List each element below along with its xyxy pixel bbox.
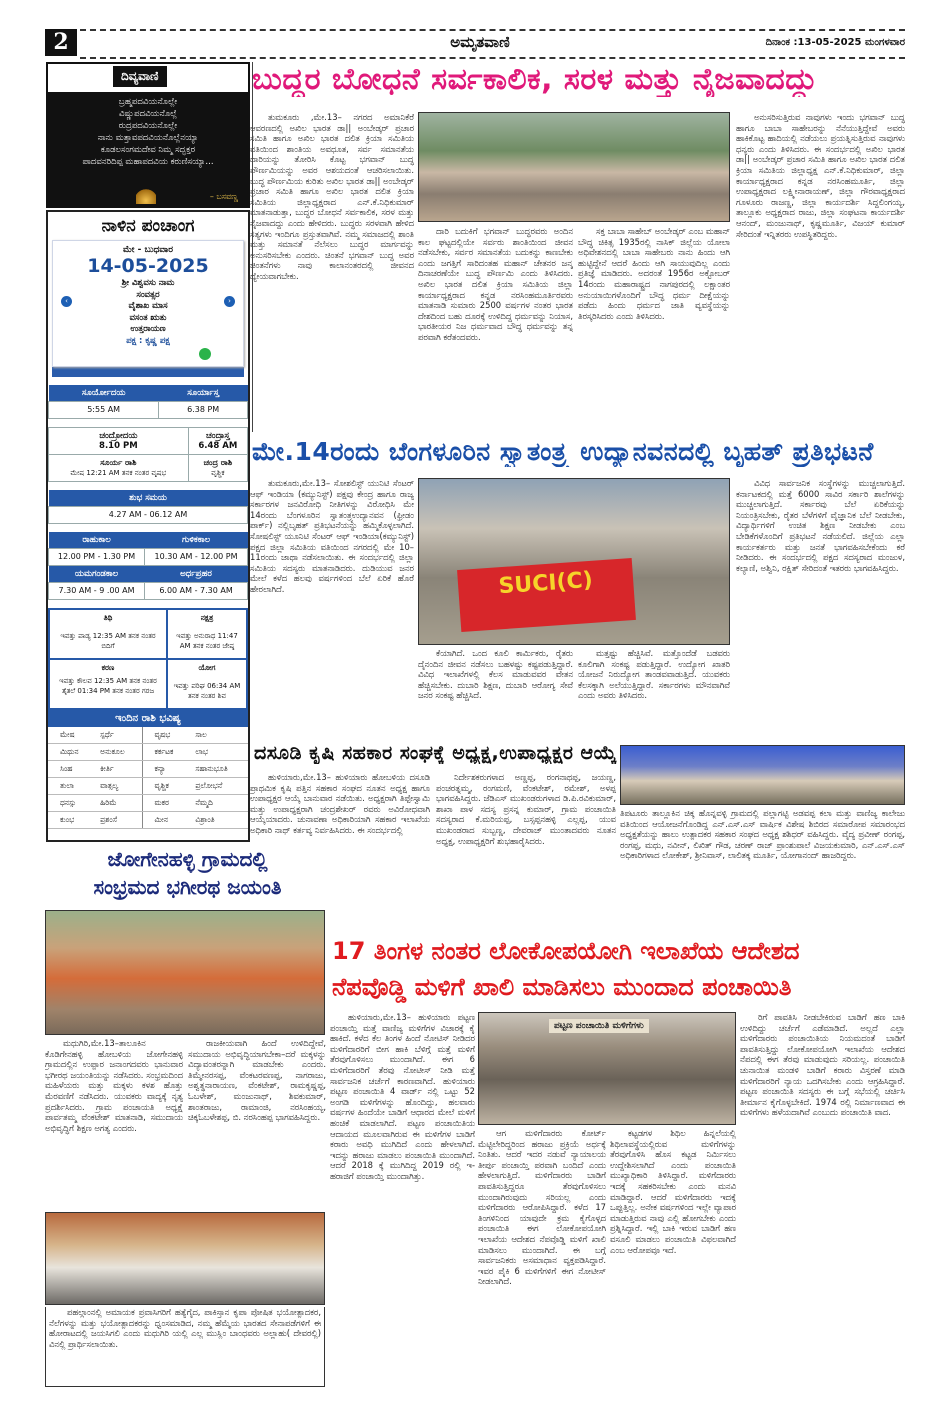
article2-col3: ಮತ್ತಷ್ಟು ಹೆಚ್ಚಿಸಿವೆ. ಮತ್ತೊಂದೆಡೆ ಬಡವರು ಕೂಲಿಗಾಗಿ ಸಂಕಷ್ಟ ಪಡುತ್ತಿದ್ದಾರೆ. ಉದ್ಯೋಗ ಖಾತರಿ ಯೋಜನೆ ನಿರುದ್ಯೋಗ ತಾಂಡವವಾಡುತ್ತಿದೆ. ಯುವಕರು ಕೆಲಸಕ್ಕಾಗಿ ಅಲೆಯುತ್ತಿದ್ದಾರೆ. ಸರ್ಕಾರಗಳು ಮೌನವಾಗಿವೆ ಎಂದು ಅವರು ತಿಳಿಸಿದರು. bbox=[578, 648, 730, 701]
article3-col1: ಹುಳಿಯಾರು,ಮೇ.13– ಹುಳಿಯಾರು ಹೋಬಳಿಯ ದಸೂಡಿ ಪ್ರಾಥಮಿಕ ಕೃಷಿ ಪತ್ತಿನ ಸಹಕಾರ ಸಂಘದ ನೂತನ ಅಧ್ಯಕ್ಷ ಹಾಗೂ ಉಪಾಧ್ಯಕ್ಷರ ಆಯ್ಕೆ ಬಾನುವಾರ ನಡೆಯಿತು. ಅಧ್ಯಕ್ಷರಾಗಿ ತಿಪ್ಪೇಸ್ವಾಮಿ ಮತ್ತು ಉಪಾಧ್ಯಕ್ಷರಾಗಿ ಚಂದ್ರಶೇಖರ್ ರವರು ಅವಿರೋಧವಾಗಿ ಆಯ್ಕೆಯಾದರು. ಚುನಾವಣಾ ಅಧಿಕಾರಿಯಾಗಿ ಸಹಕಾರ ಇಲಾಖೆಯ ಅಧಿಕಾರಿ ನಾಥ್ ಕರ್ತವ್ಯ ನಿರ್ವಹಿಸಿದರು. ಈ ಸಂದರ್ಭದಲ್ಲಿ bbox=[250, 772, 430, 835]
samvatsara-line: ಸಂವತ್ಸರ bbox=[136, 288, 160, 299]
rahu-label: ರಾಹುಕಾಲ bbox=[49, 532, 145, 549]
article1-col4: ಅನುಸರಿಸುತ್ತಿರುವ ನಾವುಗಳು ಇಂದು ಭಗವಾನ್ ಬುದ್ಧ ಹಾಗೂ ಬಾಬಾ ಸಾಹೇಬರನ್ನು ನೆನೆಯುತ್ತಿದ್ದೇವೆ ಅವರು ಹಾಕಿಕೊಟ್ಟ ಹಾದಿಯಲ್ಲಿ ನಡೆಯಲು ಪ್ರಯತ್ನಿಸುತ್ತಿರುವ ನಾವುಗಳು ಧನ್ಯರು ಎಂದು ತಿಳಿಸಿದರು. ಈ ಸಂದರ್ಭದಲ್ಲಿ ಅಖಿಲ ಭಾರತ ಡಾ|| ಅಂಬೇಡ್ಕರ್ ಪ್ರಚಾರ ಸಮಿತಿ ಹಾಗೂ ಅಖಿಲ ಭಾರತ ದಲಿತ ಕ್ರಿಯಾ ಸಮಿತಿಯ ಜಿಲ್ಲಾಧ್ಯಕ್ಷ ಎನ್.ಕೆ.ನಿಧಿಕುಮಾರ್, ಜಿಲ್ಲಾ ಕಾರ್ಯಾಧ್ಯಕ್ಷರಾದ ಕನ್ನಡ ನರಸಿಂಹಮೂರ್ತಿ, ಜಿಲ್ಲಾ ಉಪಾಧ್ಯಕ್ಷರಾದ ಲಕ್ಷ್ಮೀನಾರಾಯಣ್, ಜಿಲ್ಲಾ ಗೌರವಾಧ್ಯಕ್ಷರಾದ ಗೂಳೂರು ರಾಜಣ್ಣ, ಜಿಲ್ಲಾ ಕಾರ್ಯದರ್ಶಿ ಸಿದ್ದಲಿಂಗಯ್ಯ, ತಾಲ್ಲೂಕು ಅಧ್ಯಕ್ಷರಾದ ರಾಜು, ಜಿಲ್ಲಾ ಸಂಘಟನಾ ಕಾರ್ಯದರ್ಶಿ ಆನಂದ್, ಮಂಜುನಾಥ್, ಕೃಷ್ಣಮೂರ್ತಿ, ವಿಜಯ್ ಕುಮಾರ್ ಸೇರಿದಂತೆ ಇನ್ನಿತರರು ಉಪಸ್ಥಿತರಿದ್ದರು. bbox=[736, 112, 905, 239]
sunrise-value: 5:55 AM bbox=[49, 402, 159, 419]
yoga-label: ಯೋಗ bbox=[198, 663, 216, 672]
karana-value: ಇವತ್ತು ಕೌಲವ 12:35 AM ತನಕ ನಂತರ ತೈತಲೆ 01:34 PM ತನಕ ನಂತರ ಗರಜ bbox=[59, 677, 157, 695]
rashi-sign: ಸಿಂಹ bbox=[48, 761, 96, 778]
article3-headline: ದಸೂಡಿ ಕೃಷಿ ಸಹಕಾರ ಸಂಘಕ್ಕೆ ಅಧ್ಯಕ್ಷ,ಉಪಾಧ್ಯಕ್ಷರ ಆಯ್ಕೆ bbox=[254, 742, 618, 764]
divyavani-author: – ಬಸವಣ್ಣ bbox=[209, 192, 238, 201]
sunset-value: 6.38 PM bbox=[159, 402, 248, 419]
yama-value: 7.30 AM - 9 .00 AM bbox=[49, 583, 145, 600]
rashi-sign: ಮೀನ bbox=[142, 812, 191, 829]
panchang-box bbox=[46, 210, 250, 842]
shubha-label: ಶುಭ ಸಮಯ bbox=[49, 490, 248, 507]
prayer-photo bbox=[45, 1212, 325, 1305]
rashi-row bbox=[48, 727, 248, 744]
karana-label: ಕರಣ bbox=[101, 663, 115, 672]
article2-col4: ವಿವಿಧ ಸಾರ್ವಜನಿಕ ಸಂಸ್ಥೆಗಳನ್ನು ಮುಚ್ಚಲಾಗುತ್ತಿದೆ. ಕರ್ನಾಟಕದಲ್ಲಿ ಮತ್ತೆ 6000 ಸಾವಿರ ಸರ್ಕಾರಿ ಶಾಲೆಗಳನ್ನು ಮುಚ್ಚಲಾಗುತ್ತಿದೆ. ಸರ್ಕಾರವು ಬೆಲೆ ಏರಿಕೆಯನ್ನು ನಿಯಂತ್ರಿಸಬೇಕು, ರೈತರ ಬೆಳೆಗಳಿಗೆ ವೈಜ್ಞಾನಿಕ ಬೆಲೆ ನೀಡಬೇಕು, ವಿದ್ಯಾರ್ಥಿಗಳಿಗೆ ಉಚಿತ ಶಿಕ್ಷಣ ನೀಡಬೇಕು ಎಂಬ ಬೇಡಿಕೆಗಳೊಂದಿಗೆ ಪ್ರತಿಭಟನೆ ನಡೆಯಲಿದೆ. ಜಿಲ್ಲೆಯ ಎಲ್ಲಾ ಕಾರ್ಯಕರ್ತರು ಮತ್ತು ಜನತೆ ಭಾಗವಹಿಸಬೇಕೆಂದು ಕರೆ ನೀಡಿದರು. ಈ ಸಂದರ್ಭದಲ್ಲಿ ಪಕ್ಷದ ಸದಸ್ಯರಾದ ಮಂಜುಳ, ಕಲ್ಯಾಣಿ, ಅಶ್ವಿನಿ, ರಕ್ಷಿತ್ ಸೇರಿದಂತೆ ಇತರರು ಭಾಗವಹಿಸಿದ್ದರು. bbox=[736, 478, 905, 573]
rashi-prediction: ಪ್ರಲೋಭನೆ bbox=[191, 778, 248, 795]
next-arrow-icon[interactable]: › bbox=[224, 296, 235, 307]
article4-col3: ಕಟ್ಟಡಗಳ ಶಿಥಿಲ ಹಿನ್ನಲೆಯಲ್ಲಿ ಶಿಥಿಲಾವಸ್ಥೆಯಲ್ಲಿರುವ ಮಳಿಗೆಗಳನ್ನು ತೆರವುಗೊಳಿಸಿ ಹೊಸ ಕಟ್ಟಡ ನಿರ್ಮಿಸಲು ಉದ್ದೇಶಿಸಲಾಗಿದೆ ಎಂದು ಪಂಚಾಯಿತಿ ಮುಖ್ಯಾಧಿಕಾರಿ ತಿಳಿಸಿದ್ದಾರೆ. ಮಳಿಗೆದಾರರು ಇದಕ್ಕೆ ಸಹಕರಿಸಬೇಕು ಎಂದು ಮನವಿ ಮಾಡಿದ್ದಾರೆ. ಆದರೆ ಮಳಿಗೆದಾರರು ಇದಕ್ಕೆ ಒಪ್ಪುತ್ತಿಲ್ಲ. ಅನೇಕ ವರ್ಷಗಳಿಂದ ಇಲ್ಲೇ ವ್ಯಾಪಾರ ಮಾಡುತ್ತಿರುವ ನಾವು ಎಲ್ಲಿ ಹೋಗಬೇಕು ಎಂದು ಪ್ರಶ್ನಿಸಿದ್ದಾರೆ. ಇಲ್ಲಿ ಬಾಕಿ ಇರುವ ಬಾಡಿಗೆ ಹಣ ವಸೂಲಿ ಮಾಡಲು ಪಂಚಾಯಿತಿ ವಿಫಲವಾಗಿದೆ ಎಂಬ ಆರೋಪವೂ ಇದೆ. bbox=[610, 1128, 736, 1255]
rashi-prediction: ಹಿರಿಮೆ bbox=[96, 795, 142, 812]
moonrise-label: ಚಂದ್ರೋದಯ bbox=[99, 431, 138, 441]
issue-date: ದಿನಾಂಕ :13-05-2025 ಮಂಗಳವಾರ bbox=[765, 37, 905, 48]
rashi-sign: ಮಕರ bbox=[142, 795, 191, 812]
article4-col1: ಹುಳಿಯಾರು,ಮೇ.13– ಹುಳಿಯಾರು ಪಟ್ಟಣ ಪಂಚಾಯ್ತಿ ಮತ್ತೆ ವಾಣಿಜ್ಯ ಮಳಿಗೆಗಳ ವಿಚಾರಕ್ಕೆ ಕೈ ಹಾಕಿದೆ. ಕಳೆದ ಕೆಲ ತಿಂಗಳ ಹಿಂದೆ ನೋಟಿಸ್ ನೀಡಿದರ ಮಳಿಗೆದಾರರಿಗೆ ಬೀಗ ಹಾಕಿ ಬೆಳಿಗ್ಗೆ ಮತ್ತೆ ಮಳಿಗೆ ತೆರವುಗೊಳಿಸಲು ಮುಂದಾಗಿದೆ. ಈಗ 6 ಮಳಿಗೆದಾರರಿಗೆ ತೆರವು ನೋಟೀಸ್ ನೀಡಿ ಮತ್ತೆ ಸಾರ್ವಜನಿಕ ಚರ್ಚೆಗೆ ಕಾರಣವಾಗಿದೆ. ಹುಳಿಯಾರು ಪಟ್ಟಣ ಪಂಚಾಯಿತಿ 4 ವಾರ್ಡ್ ನಲ್ಲಿ ಒಟ್ಟು 52 ಅಂಗಡಿ ಮಳಿಗೆಗಳನ್ನು ಹೊಂದಿದ್ದು, ಹಲವಾರು ವರ್ಷಗಳ ಹಿಂದೆಯೇ ಬಾಡಿಗೆ ಆಧಾರದ ಮೇಲೆ ಮಳಿಗೆ ಹಂಚಿಕೆ ಮಾಡಲಾಗಿದೆ. ಪಟ್ಟಣ ಪಂಚಾಯಿತಿಯ ಆದಾಯದ ಮೂಲವಾಗಿರುವ ಈ ಮಳಿಗೆಗಳ ಬಾಡಿಗೆ ಕರಾರು ಅವಧಿ ಮುಗಿದಿದೆ ಎಂದು ಹೇಳಲಾಗಿದೆ. ಇದನ್ನು ಹರಾಜು ಮಾಡಲು ಪಂಚಾಯಿತಿ ಮುಂದಾಗಿದೆ. ಆದರೆ 2018 ಕ್ಕೆ ಮುಗಿದಿದ್ದ 2019 ರಲ್ಲಿ ಇ-ಹರಾಜಿಗೆ ಪಂಚಾಯ್ತಿ ಮುಂದಾಗಿತ್ತು. bbox=[330, 1012, 475, 1181]
ardha-label: ಅರ್ಧಪ್ರಹರ bbox=[145, 566, 248, 583]
article3-event-photo bbox=[620, 745, 905, 805]
header-rule-bottom bbox=[80, 57, 905, 59]
prev-arrow-icon[interactable]: ‹ bbox=[61, 296, 72, 307]
rashi-table bbox=[48, 710, 248, 829]
ritu-line: ವಸಂತ ಋತು bbox=[129, 311, 167, 322]
kala-table bbox=[48, 532, 248, 600]
moonset-value: 6.48 AM bbox=[198, 441, 238, 451]
rashi-row bbox=[48, 744, 248, 761]
article4-headline bbox=[332, 933, 907, 1005]
divyavani-verse bbox=[48, 92, 248, 168]
tithi-value: ಇವತ್ತು ಪಾಡ್ಯ 12:35 AM ತನಕ ನಂತರ ಬಿದಿಗೆ bbox=[60, 632, 156, 650]
rashi-sign: ಮಿಥುನ bbox=[48, 744, 96, 761]
divyavani-title: ದಿವ್ಯವಾಣಿ bbox=[113, 66, 167, 87]
headline-line: 17 ತಿಂಗಳ ನಂತರ ಲೋಕೋಪಯೋಗಿ ಇಲಾಖೆಯ ಆದೇಶದ bbox=[332, 937, 800, 965]
lamp-icon bbox=[136, 188, 156, 204]
shop-sign: ಪಟ್ಟಣ ಪಂಚಾಯಿತಿ ಮಳಿಗೆಗಳು bbox=[549, 1019, 649, 1033]
paksha-line: ಪಕ್ಷ : ಕೃಷ್ಣ ಪಕ್ಷ bbox=[126, 334, 170, 345]
surya-rashi-value: ಮೇಷ 12:21 AM ತನಕ ನಂತರ ವೃಷಭ bbox=[70, 469, 167, 477]
article3-col2: ನಿರ್ದೇಶಕರುಗಳಾದ ಅಣ್ಣಪ್ಪ, ರಂಗನಾಥಪ್ಪ, ಜಯಣ್ಣ, ಪಂಚರತ್ನಮ್ಮ, ರಂಗಮಣಿ, ವೆಂಕಟೇಶ್, ರಮೇಶ್, ಅಳಪ್ಪ ಭಾಗವಹಿಸಿದ್ದರು. ಜೆಡಿಎಸ್ ಮುಖಂಡರುಗಳಾದ ಡಿ.ಪಿ.ರವಿಕುಮಾರ್, ಶಾಖಾ ಪಾಳ ಸದಸ್ಯ ಪ್ರಸನ್ನ ಕುಮಾರ್, ಗ್ರಾಮ ಪಂಚಾಯಿತಿ ಸದಸ್ಯರಾದ ಕೆ.ಮರಿಯಪ್ಪ, ಬಸ್ಸಪ್ಪನಹಳ್ಳಿ ಎಲ್ಲಪ್ಪ, ಯುವ ಮುಖಂಡರಾದ ಸುಬ್ಬಣ್ಣ, ದೇವರಾಜ್ ಮುಂತಾದವರು ನೂತನ ಅಧ್ಯಕ್ಷ, ಉಪಾಧ್ಯಕ್ಷರಿಗೆ ಶುಭಹಾರೈಸಿದರು. bbox=[436, 772, 616, 846]
rashi-prediction: ನೆಮ್ಮದಿ bbox=[191, 795, 248, 812]
panchang-date: 14-05-2025 bbox=[87, 255, 209, 277]
tithi-label: ತಿಥಿ bbox=[103, 613, 113, 622]
verse-line: ವಿಷ್ಣುಪದವಿಯನೊಲ್ಲೆ bbox=[118, 109, 178, 119]
shubha-value: 4.27 AM - 06.12 AM bbox=[49, 507, 248, 524]
chandra-rashi-cell bbox=[188, 455, 247, 482]
rashi-sign: ತುಲಾ bbox=[48, 778, 96, 795]
article1-col3: ಸಕ್ತ ಬಾಬಾ ಸಾಹೇಬ್ ಅಂಬೇಡ್ಕರ್ ಎಂಬ ಮಹಾನ್ ಬೌದ್ಧ ಚಿಕಿತ್ಸ 1935ರಲ್ಲಿ ನಾಸಿಕ್ ಜಿಲ್ಲೆಯ ಯೋಲಾ ಅಧಿವೇಶನದಲ್ಲಿ ಬಾಬಾ ಸಾಹೇಬರು ನಾನು ಹಿಂದು ಆಗಿ ಹುಟ್ಟಿದ್ದೇನೆ ಆದರೆ ಹಿಂದು ಆಗಿ ಸಾಯುವುದಿಲ್ಲ ಎಂದು ಪ್ರತಿಜ್ಞೆ ಮಾಡಿದರು. ಅದರಂತೆ 1956ರ ಅಕ್ಟೋಬರ್ 14ರಂದು ಮಹಾರಾಷ್ಟ್ರದ ನಾಗಪುರದಲ್ಲಿ ಲಕ್ಷಾಂತರ ಅನುಯಾಯಿಗಳೊಂದಿಗೆ ಬೌದ್ಧ ಧರ್ಮ ದೀಕ್ಷೆಯನ್ನು ಪಡೆದು ಹಿಂದು ಧರ್ಮದ ಜಾತಿ ವ್ಯವಸ್ಥೆಯನ್ನು ತಿರಸ್ಕರಿಸಿದರು ಎಂದು ತಿಳಿಸಿದರು. bbox=[578, 226, 730, 321]
masa-line: ವೈಶಾಖ ಮಾಸ bbox=[128, 300, 168, 310]
moonset-cell bbox=[188, 428, 247, 455]
article2-col1: ತುಮಕೂರು,ಮೇ.13– ಸೋಶಲಿಸ್ಟ್ ಯುನಿಟಿ ಸೆಂಟರ್ ಆಫ್ ಇಂಡಿಯಾ (ಕಮ್ಯುನಿಸ್ಟ್) ಪಕ್ಷವು ಕೇಂದ್ರ ಹಾಗೂ ರಾಜ್ಯ ಸರ್ಕಾರಗಳ ಜನವಿರೋಧಿ ನೀತಿಗಳನ್ನು ವಿರೋಧಿಸಿ ಮೇ 14ರಂದು ಬೆಂಗಳೂರಿನ ಸ್ವಾತಂತ್ರ್ಯಉದ್ಯಾನವನ (ಫ್ರೀಡಂ ಪಾರ್ಕ್) ನಲ್ಲಿಬೃಹತ್ ಪ್ರತಿಭಟನೆಯನ್ನು ಹಮ್ಮಿಕೊಳ್ಳಲಾಗಿದೆ. ಸೋಷಲಿಸ್ಟ್ ಯೂನಿಟಿ ಸೆಂಟರ್ ಆಫ್ ಇಂಡಿಯಾ(ಕಮ್ಯುನಿಸ್ಟ್) ಪಕ್ಷದ ಜಿಲ್ಲಾ ಸಮಿತಿಯ ವತಿಯಿಂದ ನಗರದಲ್ಲಿ ಮೇ 10–11ರಂದು ಜಾಥಾ ನಡೆಸಲಾಯಿತು. ಈ ಸಂದರ್ಭದಲ್ಲಿ ಜಿಲ್ಲಾ ಸಮಿತಿಯ ಸದಸ್ಯರು ಮಾತನಾಡಿದರು. ದುಡಿಯುವ ಜನರ ಮೇಲೆ ಕಳೆದ ಹಲವು ವರ್ಷಗಳಿಂದ ಬೆಲೆ ಏರಿಕೆ ಹೊರೆ ಹೇರಲಾಗಿದೆ. bbox=[250, 478, 414, 594]
rashi-prediction: ಸಾಲ bbox=[191, 727, 248, 744]
nakshatra-label: ನಕ್ಷತ್ರ bbox=[200, 613, 214, 622]
surya-rashi-cell bbox=[49, 455, 189, 482]
panchang-day: ಮೇ - ಬುಧವಾರ bbox=[123, 245, 173, 255]
whatsapp-icon[interactable] bbox=[199, 348, 211, 360]
verse-line: ಬ್ರಹ್ಮಪದವಿಯನೊಲ್ಲೇ bbox=[118, 97, 178, 107]
rashi-row bbox=[48, 812, 248, 829]
prayer-photo-caption: ಪಹಲ್ಗಾಂನಲ್ಲಿ ಅಮಾಯಕ ಪ್ರವಾಸಿಗರಿಗೆ ಹತ್ಯೆಗೈದ, ಪಾಕಿಸ್ತಾನ ಕೃಪಾ ಪೋಷಿತ ಭಯೋತ್ಪಾದಕರ, ನೆಲೆಗಳನ್ನು ಮತ್ತು ಭಯೋತ್ಪಾದಕರನ್ನು ಧ್ವಂಸಮಾಡಿದ, ನಮ್ಮ ಹೆಮ್ಮೆಯ ಭಾರತದ ಸೇನಾಪಡೆಗಳಿಗೆ ಈ ಹೋರಾಟದಲ್ಲಿ ಜಯಸಿಗಲಿ ಎಂದು ಮಧುಗಿರಿ ಯಲ್ಲಿ ಎಲ್ಲ ಮುಸ್ಲಿಂ ಬಾಂಧವರು ಅಲ್ಲಾಹು( ದೇವರಲ್ಲಿ) ವಿನಲ್ಲಿ ಪ್ರಾರ್ಥಿಸಲಾಯಿತು. bbox=[45, 1307, 325, 1387]
rashi-sign: ಧನಸ್ಸು bbox=[48, 795, 96, 812]
rashi-prediction: ಕೀರ್ತಿ bbox=[96, 761, 142, 778]
divyavani-box bbox=[46, 62, 250, 208]
chandra-rashi-label: ಚಂದ್ರ ರಾಶಿ bbox=[203, 458, 233, 467]
rashi-row bbox=[48, 761, 248, 778]
rashi-prediction: ಪ್ರಶಂಸೆ bbox=[96, 812, 142, 829]
moonset-label: ಚಂದ್ರಾಸ್ತ bbox=[206, 431, 230, 441]
header-rule-top bbox=[80, 29, 905, 31]
nakshatra-value: ಇವತ್ತು ಅನುರಾಧ 11:47 AM ತನಕ ನಂತರ ಜೇಷ್ಠ bbox=[176, 632, 238, 650]
samvatsara-line: ಶ್ರೀ ವಿಶ್ವವಸು ನಾಮ bbox=[121, 277, 175, 287]
moonrise-cell bbox=[49, 428, 189, 455]
rashi-row bbox=[48, 778, 248, 795]
panchang-title: ನಾಳಿನ ಪಂಚಾಂಗ bbox=[101, 216, 195, 236]
tithi-grid bbox=[48, 608, 248, 710]
karana-cell bbox=[49, 659, 167, 709]
rashi-sign: ವೃಶ್ಚಿಕ bbox=[142, 778, 191, 795]
article1-col2: ದಾರಿ ಬದುಕಿಗೆ ಭಗವಾನ್ ಬುದ್ಧರವರು ಅಂದಿನ ಕಾಲ ಘಟ್ಟದಲ್ಲಿಯೇ ಸರ್ವರು ಶಾಂತಿಯಿಂದ ಜೀವನ ನಡೆಸಬೇಕು, ಸರ್ವರ ಸಮಾನತೆಯ ಬದುಕನ್ನು ಕಾಣಬೇಕು ಎಂದು ಜಗತ್ತಿಗೆ ಸಾರಿದಂತಹ ಮಹಾನ್ ಚೇತನರ ಜನ್ಮ ದಿನಾಚರಣೆಯೇ ಬುದ್ಧ ಪೌರ್ಣಮಿ ಎಂದು ತಿಳಿಸಿದರು. ಅಖಿಲ ಭಾರತ ದಲಿತ ಕ್ರಿಯಾ ಸಮಿತಿಯ ಜಿಲ್ಲಾ ಕಾರ್ಯಾಧ್ಯಕ್ಷರಾದ ಕನ್ನಡ ನರಸಿಂಹಮೂರ್ತಿರವರು ಮಾತನಾಡಿ ಸುಮಾರು 2500 ವರ್ಷಗಳ ನಂತರ ಭಾರತ ದೇಶದಿಂದ ಬಹು ದೂರಕ್ಕೆ ಉಳಿದಿದ್ದ ಧರ್ಮವನ್ನು ನಿಯಾಸ, ಭಾರತೀಯರ ನಿಜ ಧರ್ಮವಾದ ಬೌದ್ಧ ಧರ್ಮವನ್ನು ತನ್ನ ಪರವಾಗಿ ಕರೆತಂದವರು. bbox=[418, 226, 573, 342]
headline-line: ಸಂಭ್ರಮದ ಭಗೀರಥ ಜಯಂತಿ bbox=[93, 875, 282, 899]
article2-col2: ಕೆಯಾಗಿದೆ. ಒಂದ ಕೂಲಿ ಕಾರ್ಮಿಕರು, ರೈತರು ದೈನಂದಿನ ಜೀವನ ನಡೆಸಲು ಬಹಳಷ್ಟು ಕಷ್ಟಪಡುತ್ತಿದ್ದಾರೆ. ವಿವಿಧ ಇಲಾಖೆಗಳಲ್ಲಿ ಕೆಲಸ ಮಾಡುವವರ ವೇತನ ಹೆಚ್ಚಿಸಬೇಕು. ದುಬಾರಿ ಶಿಕ್ಷಣ, ದುಬಾರಿ ಆರೋಗ್ಯ ಸೇವೆ ಜನರ ಸಂಕಷ್ಟ ಹೆಚ್ಚಿಸಿದೆ. bbox=[418, 648, 573, 701]
article1-col1: ತುಮಕೂರು ,ಮೇ.13– ನಗರದ ಅಮಾನಿಕೆರೆ ಆವರಣದಲ್ಲಿ ಅಖಿಲ ಭಾರತ ಡಾ|| ಅಂಬೇಡ್ಕರ್ ಪ್ರಚಾರ ಸಮಿತಿ ಹಾಗೂ ಅಖಿಲ ಭಾರತ ದಲಿತ ಕ್ರಿಯಾ ಸಮಿತಿಯ ವತಿಯಿಂದ ಶಾಂತಿಯ ಅವಧೂತ, ಸರ್ವ ಸಮಾನತೆಯ ದಾರಿಯನ್ನು ತೋರಿಸಿ ಕೊಟ್ಟ ಭಗವಾನ್ ಬುದ್ಧ ಪೌರ್ಣಮಿಯನ್ನು ಅವರ ಆಶಯದಂತೆ ಆಚರಿಸಲಾಯಿತು. ಬುದ್ಧ ಪೌರ್ಣಮಿಯ ಕುರಿತು ಅಖಿಲ ಭಾರತ ಡಾ|| ಅಂಬೇಡ್ಕರ್ ಪ್ರಚಾರ ಸಮಿತಿ ಹಾಗೂ ಅಖಿಲ ಭಾರತ ದಲಿತ ಕ್ರಿಯಾ ಸಮಿತಿಯ ಜಿಲ್ಲಾಧ್ಯಕ್ಷರಾದ ಎನ್.ಕೆ.ನಿಧಿಕುಮಾರ್ ಮಾತನಾಡುತ್ತಾ, ಬುದ್ಧರ ಬೋಧನೆ ಸರ್ವಕಾಲಿಕ, ಸರಳ ಮತ್ತು ನೈಜವಾದದ್ದು ಎಂದು ಹೇಳಿದರು. ಬುದ್ಧರು ಸರಳವಾಗಿ ಹೇಳಿದ ಸತ್ಯಗಳು ಇಂದಿಗೂ ಪ್ರಸ್ತುತವಾಗಿವೆ. ನಮ್ಮ ಸಮಾಜದಲ್ಲಿ ಶಾಂತಿ ಮತ್ತು ಸಮಾನತೆ ನೆಲೆಸಲು ಬುದ್ಧರ ಮಾರ್ಗವನ್ನು ಅನುಸರಿಸಬೇಕು ಎಂದರು. ಚಿಂತನೆ ಭಗವಾನ್ ಬುದ್ಧ ಅವರ ಚಿಂತನೆಗಳು ನಾವು ಕಾಲಾನಂತರದಲ್ಲಿ ಜೀವನದ ಧ್ಯೇಯವಾಗಬೇಕು. bbox=[250, 112, 414, 281]
article2-protest-photo bbox=[418, 478, 730, 645]
rashi-prediction: ಸ್ಪರ್ಧೆ bbox=[96, 727, 142, 744]
surya-rashi-label: ಸೂರ್ಯ ರಾಶಿ bbox=[100, 458, 137, 467]
verse-line: ಕೂಡಲಸಂಗಮದೇವ ನಿಮ್ಮ ಸದ್ಭಕ್ತರ bbox=[100, 145, 196, 155]
rashi-prediction: ಸಹಾನುಭೂತಿ bbox=[191, 761, 248, 778]
moonrise-value: 8.10 PM bbox=[99, 441, 138, 451]
jogenahalli-col1: ಮಧುಗಿರಿ,ಮೇ.13–ತಾಲೂಕಿನ ಕೊಡಿಗೇನಹಳ್ಳಿ ಹೋಬಳಿಯ ಜೋಗೇನಹಳ್ಳಿ ಗ್ರಾಮದಲ್ಲಿನ ಉಪ್ಪಾರ ಜನಾಂಗದವರು ಭಾನುವಾರ ಭಗೀರಥ ಜಯಂತಿಯನ್ನು ನಡೆಸಿದರು. ಸಂಭ್ರಮದಿಂದ ಮಹಿಳೆಯರು ಮತ್ತು ಮಕ್ಕಳು ಕಳಶ ಹೊತ್ತು ಮೆರವಣಿಗೆ ನಡೆಸಿದರು. ಯುವಕರು ವಾದ್ಯಕ್ಕೆ ನೃತ್ಯ ಪ್ರದರ್ಶಿಸಿದರು. ಗ್ರಾಮ ಪಂಚಾಯತಿ ಅಧ್ಯಕ್ಷೆ ಪಾರ್ವತಮ್ಮ ವೆಂಕಟೇಶ್ ಮಾತನಾಡಿ, ಸಮುದಾಯ ಅಭಿವೃದ್ಧಿಗೆ ಶಿಕ್ಷಣ ಅಗತ್ಯ ಎಂದರು. bbox=[45, 1038, 183, 1133]
column-rule bbox=[252, 62, 253, 432]
verse-line: ಪಾದವನರಿದಿಪ್ಪ ಮಹಾಪದವಿಯ ಕರುಣಿಸಯ್ಯಾ... bbox=[82, 157, 214, 167]
yama-label: ಯಮಗಂಡಕಾಲ bbox=[49, 566, 145, 583]
panchang-date-card bbox=[52, 240, 244, 367]
rashi-sign: ಕರ್ಕಟಕ bbox=[142, 744, 191, 761]
gulika-label: ಗುಳಿಕಕಾಲ bbox=[145, 532, 248, 549]
yoga-value: ಇವತ್ತು ಪರಿಘ 06:34 AM ತನಕ ನಂತರ ಶಿವ bbox=[173, 682, 241, 700]
rashi-sign: ವೃಷಭ bbox=[142, 727, 191, 744]
sunset-label: ಸೂರ್ಯಾಸ್ತ bbox=[159, 385, 248, 402]
jogenahalli-headline bbox=[45, 845, 330, 901]
yoga-cell bbox=[167, 659, 247, 709]
jogenahalli-col2: ರಾಜಕೀಯವಾಗಿ ಹಿಂದೆ ಉಳಿದಿದ್ದೇವೆ, ಸಮುದಾಯ ಅಭಿವೃದ್ಧಿಯಾಗಬೇಕಾ–ದರೆ ಮಕ್ಕಳನ್ನು ವಿದ್ಯಾವಂತರನ್ನಾಗಿ ಮಾಡಬೇಕು ಎಂದರು. ತಿಮ್ಮೇನರಸಪ್ಪ, ವೆಂಕಟರವಣಪ್ಪ, ನಾಗರಾಜು, ಅಶ್ವತ್ಥನಾರಾಯಣ, ವೆಂಕಟೇಶ್, ರಾಮಕೃಷ್ಣಪ್ಪ, ಓಬಳೇಶ್, ಮಂಜುನಾಥ್, ಶಿವಕುಮಾರ್, ಶಾಂತರಾಜು, ರಾಮಾಂಜಿ, ನರಸಿಂಹಯ್ಯ, ಚಿಕ್ಕಓಬಳೇಶಪ್ಪ, ಬಿ. ನರಸಿಂಹಪ್ಪ ಭಾಗವಹಿಸಿದ್ದರು. bbox=[188, 1038, 326, 1123]
rahu-value: 12.00 PM - 1.30 PM bbox=[49, 549, 145, 566]
jogenahalli-photo bbox=[45, 910, 325, 1035]
moon-table bbox=[48, 427, 248, 482]
rashi-sign: ಕುಂಭ bbox=[48, 812, 96, 829]
rashi-sign: ಮೇಷ bbox=[48, 727, 96, 744]
chandra-rashi-value: ವೃಶ್ಚಿಕ bbox=[211, 469, 225, 477]
panchang-divider bbox=[52, 367, 244, 377]
verse-line: ರುದ್ರಪದವಿಯನೊಲ್ಲೇ bbox=[118, 121, 178, 131]
rashi-row bbox=[48, 795, 248, 812]
headline-line: ಜೋಗೇನಹಳ್ಳಿ ಗ್ರಾಮದಲ್ಲಿ bbox=[107, 847, 268, 871]
rashi-prediction: ಲಾಭ bbox=[191, 744, 248, 761]
nakshatra-cell bbox=[167, 609, 247, 659]
article4-shops-photo bbox=[478, 1012, 736, 1125]
gulika-value: 10.30 AM - 12.00 PM bbox=[145, 549, 248, 566]
article4-col4: ರಿಗೆ ಪಾವತಿಸಿ ನೀಡಬೇಕಿರುವ ಬಾಡಿಗೆ ಹಣ ಬಾಕಿ ಉಳಿದಿದ್ದು ಚರ್ಚೆಗೆ ಎಡೆಮಾಡಿದೆ. ಅಲ್ಲದೆ ಎಲ್ಲಾ ಮಳಿಗೆದಾರರು ಪಂಚಾಯಿತಿಯ ನಿಯಮದಂತೆ ಬಾಡಿಗೆ ಪಾವತಿಸುತ್ತಿದ್ದು ಲೋಕೋಪಯೋಗಿ ಇಲಾಖೆಯ ಆದೇಶದ ನೆಪದಲ್ಲಿ ಈಗ ತೆರವು ಮಾಡುವುದು ಸರಿಯಲ್ಲ. ಪಂಚಾಯಿತಿ ಚುನಾಯಿತ ಮಂಡಳಿ ಬಾಡಿಗೆ ಕರಾರು ವಿಸ್ತರಣೆ ಮಾಡಿ ಮಳಿಗೆದಾರರಿಗೆ ನ್ಯಾಯ ಒದಗಿಸಬೇಕು ಎಂದು ಆಗ್ರಹಿಸಿದ್ದಾರೆ. ಪಟ್ಟಣ ಪಂಚಾಯಿತಿ ಸದಸ್ಯರು ಈ ಬಗ್ಗೆ ಸಭೆಯಲ್ಲಿ ಚರ್ಚಿಸಿ ತೀರ್ಮಾನ ಕೈಗೊಳ್ಳಬೇಕಿದೆ. 1974 ರಲ್ಲಿ ನಿರ್ಮಾಣವಾದ ಈ ಮಳಿಗೆಗಳು ಹಳೆಯದಾಗಿವೆ ಎಂಬುದು ಪಂಚಾಯಿತಿ ವಾದ. bbox=[740, 1012, 905, 1118]
ardha-value: 6.00 AM - 7.30 AM bbox=[145, 583, 248, 600]
shubha-table bbox=[48, 490, 248, 524]
ayana-line: ಉತ್ತರಾಯಣ bbox=[130, 323, 166, 333]
rashi-sign: ಕನ್ಯಾ bbox=[142, 761, 191, 778]
article1-headline: ಬುದ್ಧರ ಬೋಧನೆ ಸರ್ವಕಾಲಿಕ, ಸರಳ ಮತ್ತು ನೈಜವಾದದ್ದು bbox=[252, 62, 818, 97]
rashi-prediction: ವಾತ್ಸಲ್ಯ bbox=[96, 778, 142, 795]
rashi-prediction: ವಿಶ್ರಾಂತಿ bbox=[191, 812, 248, 829]
article2-headline: ಮೇ.14ರಂದು ಬೆಂಗಳೂರಿನ ಸ್ವಾತಂತ್ರ್ಯ ಉದ್ಯಾನವನದಲ್ಲಿ ಬೃಹತ್ ಪ್ರತಿಭಟನೆ bbox=[252, 437, 874, 466]
article3-photo-caption: ತಿಪಟೂರು ತಾಲ್ಲೂಕಿನ ಚಿಕ್ಕ ಹೊನ್ನವಳ್ಳಿ ಗ್ರಾಮದಲ್ಲಿ ಪಲ್ಲಾಗಟ್ಟಿ ಅಡವಪ್ಪ ಕಲಾ ಮತ್ತು ವಾಣಿಜ್ಯ ಕಾಲೇಜು ವತಿಯಿಂದ ಆಯೋಜನೆಗೊಂಡಿದ್ದ ಎನ್.ಎಸ್.ಎಸ್ ವಾರ್ಷಿಕ ವಿಶೇಷ ಶಿಬಿರದ ಸಮಾರೋಪ ಸಮಾರಂಭದ ಅಧ್ಯಕ್ಷತೆಯನ್ನು ಹಾಲು ಉತ್ಪಾದಕರ ಸಹಕಾರ ಸಂಘದ ಅಧ್ಯಕ್ಷ ಶಶಿಧರ್ ವಹಿಸಿದ್ದರು. ವೈದ್ಯ ಪ್ರವೀಣ್ ರಂಗಪ್ಪ, ರಂಗಪ್ಪ, ಮಧು, ನವೀನ್, ಲಿಖಿತ್ ಗೌಡ, ಚರಣ್ ರಾಜ್ ಪ್ರಾಂಶುಪಾಲೆ ವಿಜಯಕುಮಾರಿ, ಎನ್.ಎಸ್.ಎಸ್ ಅಧಿಕಾರಿಗಳಾದ ಲೋಕೇಶ್, ಶ್ರೀನಿವಾಸ್, ಲಾಲಿತಕ್ಕ ಮೂರ್ತಿ, ಯೋಗಾನಂದ್ ಹಾಜರಿದ್ದರು. bbox=[620, 808, 905, 861]
page-number: 2 bbox=[45, 29, 77, 56]
rashi-prediction: ಅನುಕೂಲ bbox=[96, 744, 142, 761]
article4-col2: ಆಗ ಮಳಿಗೆದಾರರು ಕೋರ್ಟ್ ಮೆಟ್ಟಿಲೇರಿದ್ದರಿಂದ ಹರಾಜು ಪ್ರಕ್ರಿಯೆ ಅರ್ಧಕ್ಕೆ ನಿಂತಿತು. ಆದರೆ ಇದರ ನಡುವೆ ನ್ಯಾಯಾಲಯ ತೀರ್ಪು ಪಂಚಾಯ್ತಿ ಪರವಾಗಿ ಬಂದಿದೆ ಎಂದು ಹೇಳಲಾಗುತ್ತಿದೆ. ಮಳಿಗೆದಾರರು ಬಾಡಿಗೆ ಪಾವತಿಸುತ್ತಿದ್ದರೂ ತೆರವುಗೊಳಿಸಲು ಮುಂದಾಗಿರುವುದು ಸರಿಯಲ್ಲ ಎಂದು ಮಳಿಗೆದಾರರು ಆರೋಪಿಸಿದ್ದಾರೆ. ಕಳೆದ 17 ತಿಂಗಳಿನಿಂದ ಯಾವುದೇ ಕ್ರಮ ಕೈಗೊಳ್ಳದ ಪಂಚಾಯಿತಿ ಈಗ ಲೋಕೋಪಯೋಗಿ ಇಲಾಖೆಯ ಆದೇಶದ ನೆಪವೊಡ್ಡಿ ಮಳಿಗೆ ಖಾಲಿ ಮಾಡಿಸಲು ಮುಂದಾಗಿದೆ. ಈ ಬಗ್ಗೆ ಸಾರ್ವಜನಿಕರು ಅಸಮಾಧಾನ ವ್ಯಕ್ತಪಡಿಸಿದ್ದಾರೆ. ಇವರ ಪೈಕಿ 6 ಮಳಿಗೆಗಳಿಗೆ ಈಗ ನೋಟೀಸ್ ನೀಡಲಾಗಿದೆ. bbox=[478, 1128, 606, 1287]
verse-line: ನಾನು ಮತ್ತಾವಪದವಿಯನೊಲ್ಲೆನಯ್ಯಾ bbox=[97, 133, 199, 143]
masthead: ಅಮೃತವಾಣಿ bbox=[450, 33, 510, 51]
sun-table bbox=[48, 385, 248, 419]
headline-line: ನೆಪವೊಡ್ಡಿ ಮಳಿಗೆ ಖಾಲಿ ಮಾಡಿಸಲು ಮುಂದಾದ ಪಂಚಾಯಿತಿ bbox=[332, 973, 792, 1001]
article1-photo-group bbox=[418, 112, 730, 222]
suci-banner: SUCI(C) bbox=[457, 558, 636, 632]
tithi-cell bbox=[49, 609, 167, 659]
rashi-title: ಇಂದಿನ ರಾಶಿ ಭವಿಷ್ಯ bbox=[48, 710, 248, 727]
sunrise-label: ಸೂರ್ಯೋದಯ bbox=[49, 385, 159, 402]
